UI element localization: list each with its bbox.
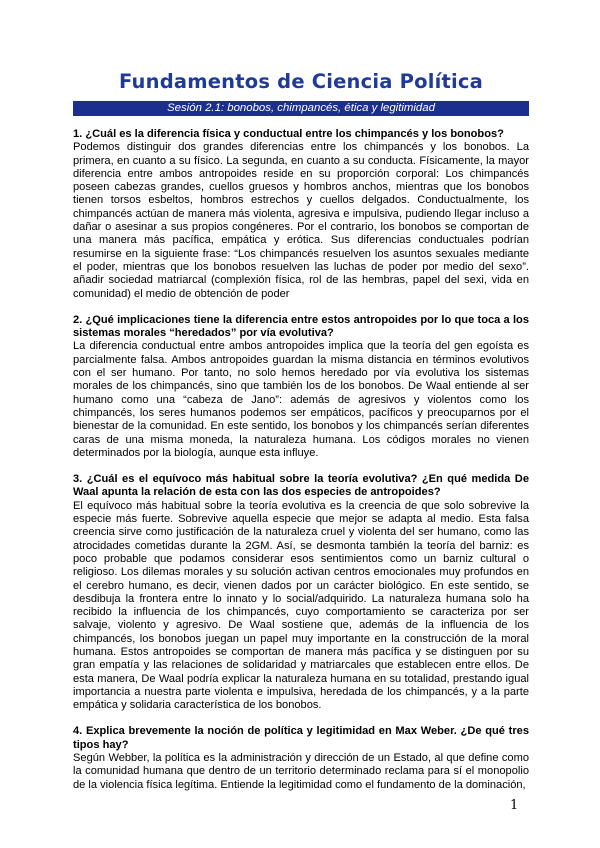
answer-1: Podemos distinguir dos grandes diferencias entre los chimpancés y los bonobos. La primera, en cuanto a su físico. La segunda, en cuanto a su conducta. Físicamente, la mayor diferencia entre ambos antropoides reside en su proporción corporal: Los chimpancés poseen cabezas grandes, cuellos gruesos y hombros anchos, mientras que los bonobos tienen torsos esbeltos, hombros estrechos y cuellos delgados. Conductualmente, los chimpancés actúan de manera más violenta, agresiva e impulsiva, pudiendo llegar incluso a dañar o asesinar a sus propios congéneres. Por el contrario, los bonobos se comportan de una manera más pacífica, empática y erótica. Sus diferencias conductuales podrían resumirse en la siguiente frase: “Los chimpancés resuelven los asuntos sexuales mediante el poder, mientras que los bonobos resuelven las luchas de poder por medio del sexo”. añadir sociedad matriarcal (complexión física, rol de las hembras, papel del sexi, vida en comunidad) el medio de obtención de poder [73,141,529,300]
spacer [73,712,529,725]
session-banner: Sesión 2.1: bonobos, chimpancés, ética y legitimidad [73,101,529,116]
document-body [73,128,529,792]
page-number: 1 [510,798,519,813]
answer-2: La diferencia conductual entre ambos antropoides implica que la teoría del gen egoísta es parcialmente falsa. Ambos antropoides guardan la misma distancia en términos evolutivos con el ser humano. Por tanto, no solo hemos heredado por vía evolutiva los sistemas morales de los chimpancés, sino que también los de los bonobos. De Waal entiende al ser humano como una “cabeza de Jano”: además de agresivos y violentos como los chimpancés, los seres humanos podemos ser empáticos, pacíficos y preocuparnos por el bienestar de la comunidad. En este sentido, los bonobos y los chimpancés serían diferentes caras de una misma moneda, la naturaleza humana. Los códigos morales no vienen determinados por la biología, aunque esta influye. [73,340,529,459]
question-4: 4. Explica brevemente la noción de política y legitimidad en Max Weber. ¿De qué tres tipos hay? [73,725,529,751]
question-3: 3. ¿Cuál es el equívoco más habitual sobre la teoría evolutiva? ¿En qué medida De Waal apunta la relación de esta con las dos especies de antropoides? [73,473,529,499]
answer-4: Según Webber, la política es la administración y dirección de un Estado, al que define como la comunidad humana que dentro de un territorio determinado reclama para sí el monopolio de la violencia física legítima. Entiende la legitimidad como el fundamento de la dominación, [73,752,529,791]
spacer [73,460,529,473]
page-title: Fundamentos de Ciencia Política [118,70,484,93]
question-2: 2. ¿Qué implicaciones tiene la diferencia entre estos antropoides por lo que toca a los sistemas morales “heredados” por vía evolutiva? [73,313,529,340]
question-1: 1. ¿Cuál es la diferencia física y conductual entre los chimpancés y los bonobos? [73,128,504,140]
answer-3: El equívoco más habitual sobre la teoría evolutiva es la creencia de que solo sobrevive la especie más fuerte. Sobrevive aquella especie que mejor se adapta al medio. Esta falsa creencia sirve como justificación de la naturaleza cruel y violenta del ser humano, como las atrocidades cometidas durante la 2GM. Así, se desmonta también la teoría del barniz: es poco probable que podamos considerar esos sentimientos como un barniz cultural o religioso. Los dilemas morales y su solución activan centros emocionales muy profundos en el cerebro humano, es decir, vienen dados por un carácter biológico. En este sentido, se desdibuja la frontera entre lo innato y lo social/adquirido. La naturaleza humana solo ha recibido la influencia de los chimpancés, cuyo comportamiento se caracteriza por ser salvaje, violento y agresivo. De Waal sostiene que, además de la influencia de los chimpancés, los bonobos juegan un papel muy importante en la construcción de la moral humana. Estos antropoides se comportan de manera más pacífica y se distinguen por su gran empatía y las relaciones de solidaridad y matriarcales que establecen entre ellos. De esta manera, De Waal podría explicar la naturaleza humana en su totalidad, prestando igual importancia a nuestra parte violenta e impulsiva, heredada de los chimpancés, y a la parte empática y solidaria característica de los bonobos. [73,499,529,712]
spacer [73,301,529,314]
